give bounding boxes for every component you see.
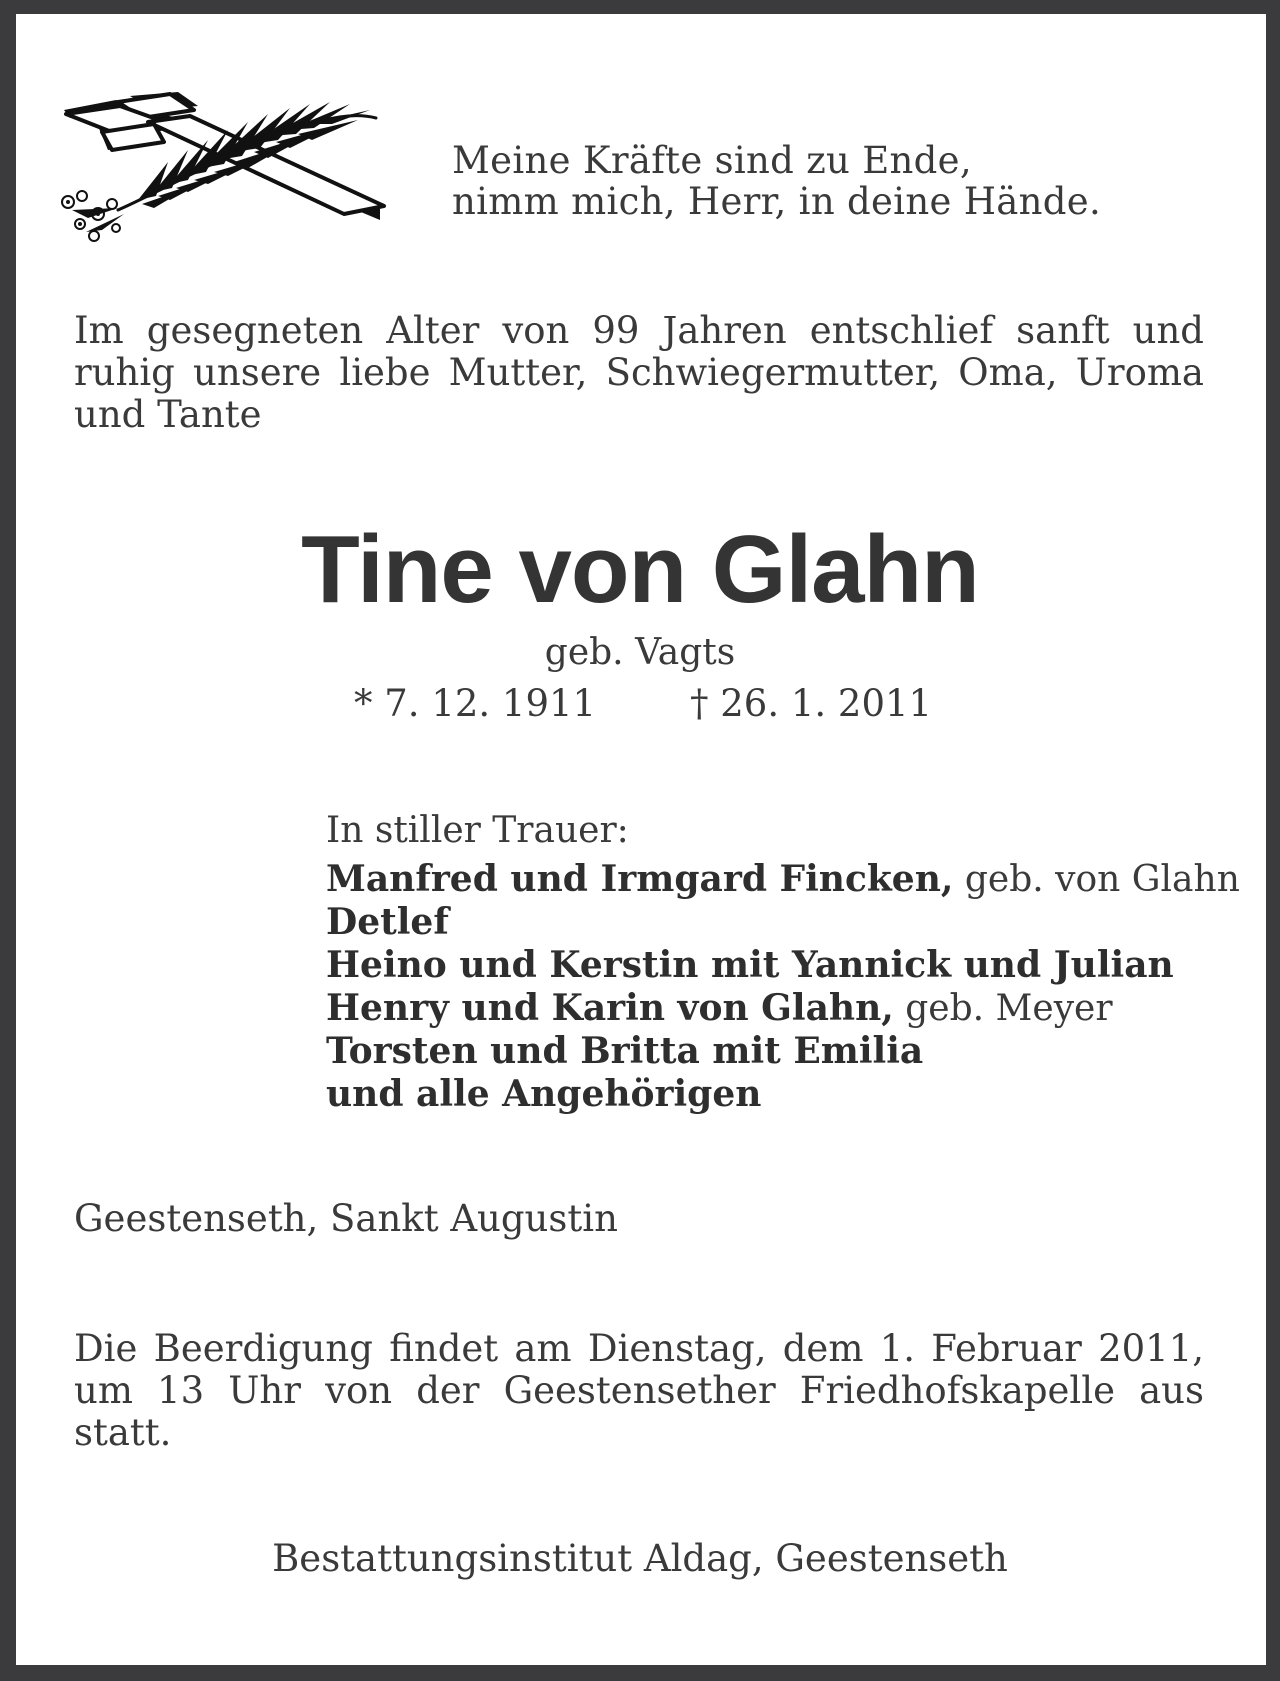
mourners-list (326, 810, 1240, 1116)
maiden-name: geb. Vagts (544, 632, 736, 673)
mourner-line (326, 858, 1240, 901)
mourner-line (326, 1073, 1226, 1116)
mourner-names: Manfred und Irmgard Fincken, (326, 858, 954, 900)
cross-with-palm-branch-icon (58, 92, 398, 252)
mourner-names: Heino und Kerstin mit Yannick und Julian (326, 944, 1174, 986)
intro-paragraph: Im gesegneten Alter von 99 Jahren entschlief sanft und ruhig unsere liebe Mutter, Schwiegermutter, Oma, Uroma und Tante (74, 309, 1204, 436)
mourner-names: Torsten und Britta mit Emilia (326, 1030, 924, 1072)
birth-date: * 7. 12. 1911 (354, 682, 597, 725)
motto-line-1: Meine Kräfte sind zu Ende, (452, 139, 972, 182)
mourners-lead: In stiller Trauer: (326, 810, 629, 851)
mourner-names: Henry und Karin von Glahn, (326, 987, 894, 1029)
motto-line-2: nimm mich, Herr, in deine Hände. (452, 180, 1102, 223)
mourner-note: geb. von Glahn (953, 859, 1240, 900)
funeral-notice: Die Beerdigung findet am Dienstag, dem 1. Februar 2011, um 13 Uhr von der Geestensether Friedhofskapelle aus statt. (74, 1327, 1204, 1454)
mourner-line (326, 944, 1226, 987)
mourner-note: geb. Meyer (893, 988, 1113, 1029)
deceased-name: Tine von Glahn (301, 516, 979, 623)
mourner-line (326, 901, 1226, 944)
place-line: Geestenseth, Sankt Augustin (74, 1197, 618, 1240)
death-date: † 26. 1. 2011 (690, 682, 933, 725)
motto-verse (452, 140, 1101, 222)
mourner-line (326, 1030, 1226, 1073)
mourner-names: Detlef (326, 901, 449, 943)
mourner-names: und alle Angehörigen (326, 1073, 762, 1115)
mourner-line (326, 987, 1226, 1030)
undertaker-line: Bestattungsinstitut Aldag, Geestenseth (272, 1537, 1008, 1580)
